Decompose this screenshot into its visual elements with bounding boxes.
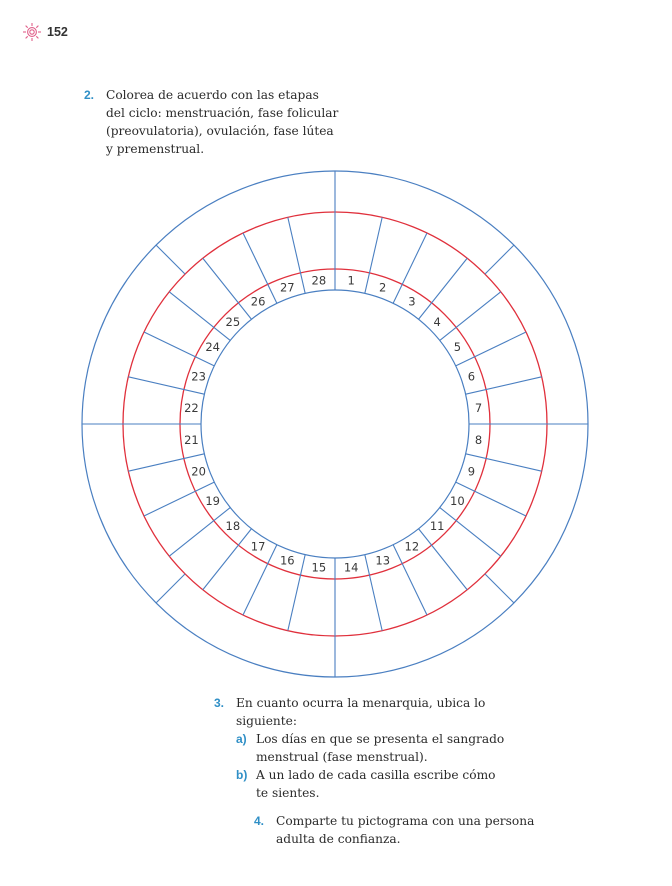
- day-divider: [456, 482, 526, 516]
- day-number[interactable]: 28: [311, 273, 327, 288]
- outer-ring-divider: [156, 245, 185, 274]
- day-divider: [169, 508, 230, 557]
- day-number[interactable]: 5: [453, 340, 462, 355]
- day-number[interactable]: 4: [433, 314, 441, 329]
- item-line: menstrual (fase menstrual).: [256, 750, 428, 764]
- task-2-number: 2.: [84, 88, 95, 102]
- day-divider: [203, 258, 252, 319]
- item-letter: b): [236, 768, 248, 782]
- day-divider: [203, 529, 252, 590]
- task-2-line: Colorea de acuerdo con las etapas: [106, 88, 319, 102]
- item-line: te sientes.: [256, 786, 320, 800]
- day-number[interactable]: 20: [191, 464, 206, 479]
- task-4-number: 4.: [254, 814, 265, 828]
- inner-ring[interactable]: [201, 290, 469, 558]
- day-divider: [440, 508, 501, 557]
- day-number[interactable]: 13: [375, 553, 391, 568]
- day-divider: [144, 332, 214, 366]
- task-2-line: del ciclo: menstruación, fase folicular: [106, 106, 339, 120]
- task-3-line: En cuanto ocurra la menarquia, ubica lo: [236, 696, 486, 710]
- item-letter: a): [236, 732, 247, 746]
- day-number[interactable]: 12: [404, 539, 420, 554]
- task-2-line: y premenstrual.: [106, 142, 205, 156]
- day-divider: [466, 454, 542, 471]
- day-divider: [393, 233, 427, 303]
- task-3: [214, 694, 544, 802]
- day-divider: [453, 332, 526, 366]
- day-number[interactable]: 10: [450, 493, 465, 508]
- day-number[interactable]: 16: [279, 553, 295, 568]
- task-2-line: (preovulatoria), ovulación, fase lútea: [106, 124, 334, 138]
- day-number[interactable]: 3: [408, 294, 416, 309]
- outer-ring-divider: [485, 574, 514, 603]
- task-4-line: Comparte tu pictograma con una persona: [276, 814, 535, 828]
- day-number[interactable]: 19: [205, 493, 220, 508]
- day-number[interactable]: 22: [184, 400, 199, 415]
- item-line: A un lado de cada casilla escribe cómo: [256, 768, 496, 782]
- day-number[interactable]: 6: [467, 369, 476, 384]
- day-divider: [419, 258, 468, 319]
- day-number[interactable]: 1: [347, 273, 355, 288]
- day-number[interactable]: 25: [225, 314, 241, 329]
- day-divider: [440, 292, 501, 341]
- day-number[interactable]: 15: [311, 560, 327, 575]
- task-3-item-a: [236, 730, 544, 766]
- outer-ring-divider: [156, 574, 185, 603]
- day-number[interactable]: 11: [429, 519, 445, 534]
- day-number[interactable]: 14: [343, 560, 359, 575]
- day-divider: [419, 529, 468, 590]
- day-number[interactable]: 9: [467, 464, 476, 479]
- task-3-line: siguiente:: [236, 714, 297, 728]
- task-3-number: 3.: [214, 696, 225, 710]
- day-number[interactable]: 17: [250, 539, 266, 554]
- day-divider: [169, 292, 230, 341]
- day-number[interactable]: 18: [225, 519, 241, 534]
- day-divider: [393, 545, 427, 615]
- day-number[interactable]: 21: [184, 433, 199, 448]
- day-number[interactable]: 8: [474, 433, 483, 448]
- day-divider: [144, 482, 214, 516]
- task-4: [254, 812, 574, 848]
- day-number[interactable]: 2: [379, 280, 387, 295]
- day-number[interactable]: 24: [205, 340, 220, 355]
- outer-ring-divider: [485, 245, 514, 274]
- day-number[interactable]: 26: [250, 294, 266, 309]
- day-number[interactable]: 23: [191, 369, 206, 384]
- day-divider: [243, 233, 277, 303]
- task-3-item-b: [236, 766, 544, 802]
- day-number[interactable]: 27: [279, 280, 295, 295]
- day-divider: [243, 545, 277, 615]
- day-number[interactable]: 7: [474, 400, 483, 415]
- task-4-line: adulta de confianza.: [276, 832, 401, 846]
- page-number: 152: [47, 25, 68, 39]
- day-divider: [466, 377, 542, 394]
- item-line: Los días en que se presenta el sangrado: [256, 732, 505, 746]
